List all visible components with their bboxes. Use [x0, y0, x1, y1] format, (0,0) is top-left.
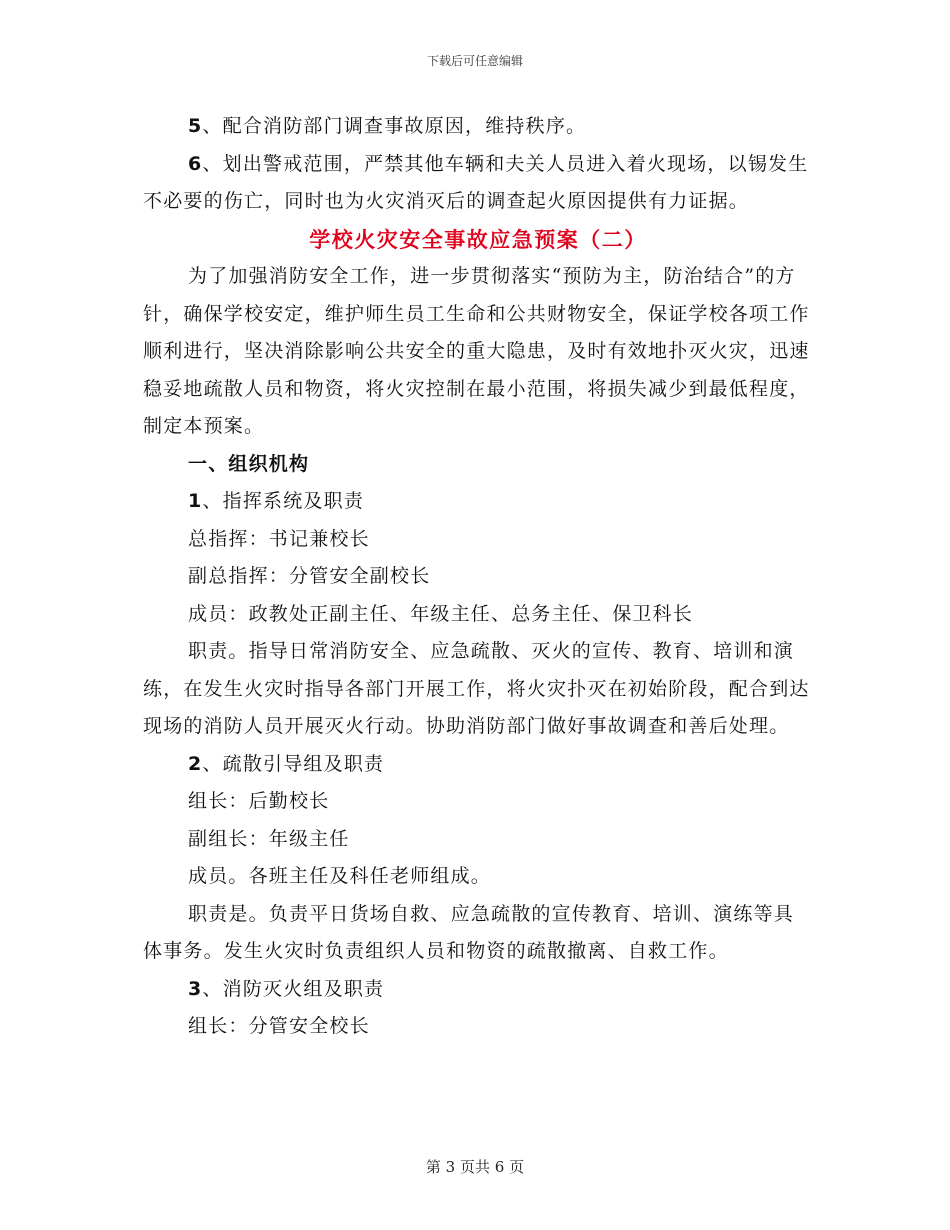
- section-heading: 一、组织机构: [188, 452, 310, 475]
- paragraph-text: 、消防灭火组及职责: [202, 977, 385, 1000]
- item-number: 6: [188, 152, 203, 175]
- intro-paragraph: 为了加强消防安全工作，进一步贯彻落实“预防为主，防治结合”的方针，确保学校安定，维护师生员工生命和公共财物安全，保证学校各项工作顺利进行，坚决消除影响公共安全的重大隐患，及时有效地扑灭火灾，迅速稳妥地疏散人员和物资，将火灾控制在最小范围，将损失减少到最低程度，制定本预案。: [143, 265, 810, 437]
- item-number: 5: [188, 115, 203, 137]
- paragraph-item-5: [143, 108, 813, 146]
- item-number: 2: [188, 752, 203, 775]
- paragraph-text: 、划出警戒范围，严禁其他车辆和夫关人员进入着火现场，以锡发生不必要的伤亡，同时也为火灾消灭后的调查起火原因提供有力证据。: [143, 152, 809, 212]
- paragraph-text: 、配合消防部门调查事故原因，维持秩序。: [202, 115, 587, 137]
- paragraph: 职责是。负责平日货场自救、应急疏散的宣传教育、培训、演练等具体事务。发生火灾时负责组织人员和物资的疏散撤离、自救工作。: [143, 902, 795, 962]
- page-footer: 第 3 页共 6 页: [425, 1158, 525, 1176]
- paragraph: 职责。指导日常消防安全、应急疏散、灭火的宣传、教育、培训和演练，在发生火灾时指导各部门开展工作，将火灾扑灭在初始阶段，配合到达现场的消防人员开展灭火行动。协助消防部门做好事故调查和善后处理。: [143, 640, 810, 737]
- paragraph-text: 、疏散引导组及职责: [202, 752, 385, 775]
- item-number: 3: [188, 977, 203, 1000]
- subsection-heading: [143, 483, 813, 521]
- section-title: 学校火灾安全事故应急预案（二）: [309, 226, 647, 252]
- paragraph-text: 、指挥系统及职责: [202, 490, 365, 512]
- document-body: [143, 108, 813, 1046]
- subsection-heading: [143, 746, 813, 784]
- paragraph: 组长：分管安全校长: [188, 1015, 370, 1037]
- subsection-heading: [143, 971, 813, 1009]
- paragraph: 副总指挥：分管安全副校长: [188, 565, 431, 587]
- item-number: 1: [188, 490, 203, 512]
- paragraph-item-6: [143, 146, 813, 221]
- paragraph: 总指挥：书记兼校长: [188, 527, 370, 550]
- paragraph: 成员。各班主任及科任老师组成。: [188, 865, 492, 887]
- paragraph: 组长：后勤校长: [188, 790, 330, 812]
- paragraph: 副组长：年级主任: [188, 827, 350, 850]
- paragraph: 成员：政教处正副主任、年级主任、总务主任、保卫科长: [188, 602, 694, 625]
- page-header: 下载后可任意编辑: [426, 54, 523, 68]
